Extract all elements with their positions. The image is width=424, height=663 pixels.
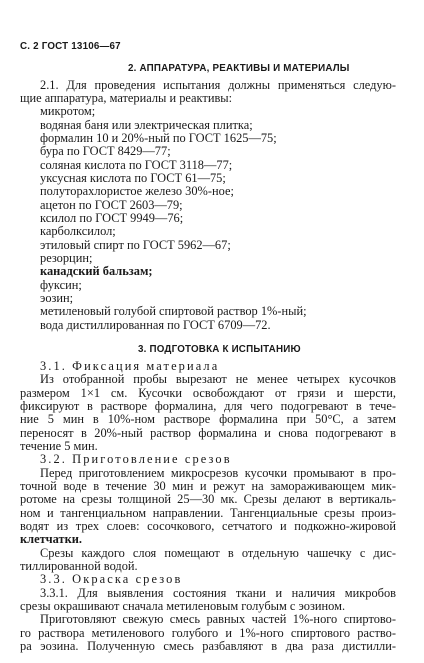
subsection-3-3-title: 3.3. Окраска срезов: [40, 572, 183, 586]
equipment-list-item: вода дистиллированная по ГОСТ 6709—72.: [40, 318, 271, 332]
paragraph-line: тиллированной водой.: [20, 559, 138, 573]
paragraph-line: размером 1×1 см. Кусочки освобождают от грязи и шерсти,: [20, 386, 396, 400]
paragraph-line: Срезы каждого слоя помещают в отдельную чашечку с дис-: [40, 546, 396, 560]
equipment-list-item: канадский бальзам;: [40, 264, 153, 278]
paragraph-line: течение 5 мин.: [20, 439, 98, 453]
equipment-list-item: микротом;: [40, 104, 96, 118]
paragraph-line: ра эозина. Полученную смесь разбавляют в два раза дистилли-: [20, 639, 396, 653]
equipment-list-item: водяная баня или электрическая плитка;: [40, 118, 253, 132]
equipment-list-item: полутораxлористое железо 30%-ное;: [40, 184, 234, 198]
page-header: С. 2 ГОСТ 13106—67: [20, 41, 121, 52]
paragraph-line: Перед приготовлением микросрезов кусочки промывают в про-: [40, 466, 396, 480]
equipment-list-item: ацетон по ГОСТ 2603—79;: [40, 198, 183, 212]
paragraph-line: водят из трех слоев: сосочкового, сетчатого и подкожно-жировой: [20, 519, 396, 533]
paragraph-line: Приготовляют свежую смесь равных частей 1%-ного спиртово-: [40, 612, 396, 626]
equipment-list-item: формалин 10 и 20%-ный по ГОСТ 1625—75;: [40, 131, 277, 145]
paragraph-line: 3.3.1. Для выявления состояния ткани и наличия микробов: [40, 586, 396, 600]
paragraph-line: Из отобранной пробы вырезают не менее четырех кусочков: [40, 372, 396, 386]
equipment-list-item: уксусная кислота по ГОСТ 61—75;: [40, 171, 226, 185]
subsection-3-1-title: 3.1. Фиксация материала: [40, 359, 220, 373]
equipment-list-item: бура по ГОСТ 8429—77;: [40, 144, 171, 158]
equipment-list-item: карболксилол;: [40, 224, 116, 238]
equipment-list-item: метиленовый голубой спиртовой раствор 1%-ный;: [40, 304, 307, 318]
paragraph-line: ном и тангенциальном направлении. Тангенциальные срезы произ-: [20, 506, 396, 520]
paragraph-line: ние 5 мин в 10%-ном растворе формалина при 50°С, а затем: [20, 412, 396, 426]
paragraph-line: ротоме на срезы толщиной 25—30 мк. Срезы делают в вертикаль-: [20, 492, 396, 506]
equipment-list-item: эозин;: [40, 291, 74, 305]
section-3-heading: 3. ПОДГОТОВКА К ИСПЫТАНИЮ: [138, 344, 301, 355]
section-2-intro-line: щие аппаратура, материалы и реактивы:: [20, 91, 233, 105]
subsection-3-2-title: 3.2. Приготовление срезов: [40, 452, 232, 466]
section-2-heading: 2. АППАРАТУРА, РЕАКТИВЫ И МАТЕРИАЛЫ: [128, 63, 350, 74]
equipment-list-item: фуксин;: [40, 278, 82, 292]
equipment-list-item: этиловый спирт по ГОСТ 5962—67;: [40, 238, 231, 252]
paragraph-line: точной воде в течение 30 мин и режут на замораживающем мик-: [20, 479, 396, 493]
paragraph-line: го раствора метиленового голубого и 1%-ного спиртового раство-: [20, 626, 396, 640]
equipment-list-item: соляная кислота по ГОСТ 3118—77;: [40, 158, 233, 172]
paragraph-line: фиксируют в растворе формалина, для чего подогревают в тече-: [20, 399, 396, 413]
paragraph-line: клетчатки.: [20, 532, 83, 546]
paragraph-line: переносят в 20%-ный раствор формалина и снова подогревают в: [20, 426, 396, 440]
section-2-intro-line: 2.1. Для проведения испытания должны применяться следую-: [40, 78, 396, 92]
equipment-list-item: ксилол по ГОСТ 9949—76;: [40, 211, 184, 225]
paragraph-line: срезы окрашивают сначала метиленовым голубым с эозином.: [20, 599, 346, 613]
equipment-list-item: резорцин;: [40, 251, 93, 265]
